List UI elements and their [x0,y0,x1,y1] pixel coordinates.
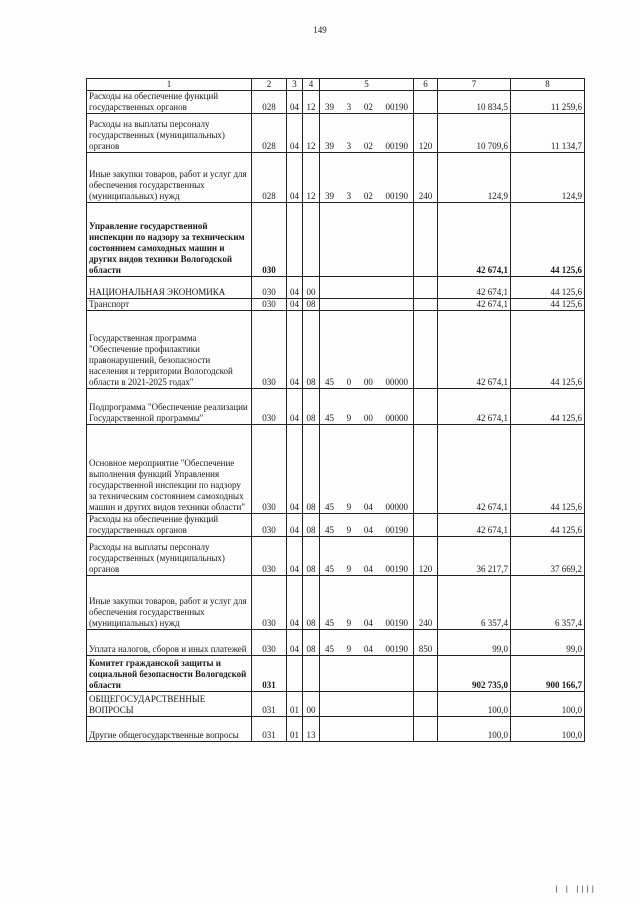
target-article-part: 0 [346,377,352,387]
amount-year2-cell: 124,9 [511,153,585,203]
row-name-cell: Расходы на выплаты персоналу государственных (муниципальных) органов [87,114,252,153]
ministry-code-cell: 030 [252,203,287,277]
section-code-cell: 04 [287,114,303,153]
target-article-part: 02 [363,141,373,151]
target-article-part: 00 [363,413,373,423]
amount-year1-cell: 6 357,4 [438,576,511,630]
row-name-cell: Расходы на обеспечение функций государственных органов [87,91,252,114]
amount-year2-cell: 44 125,6 [511,425,585,514]
amount-year1-cell: 36 217,7 [438,537,511,576]
section-code-cell: 04 [287,630,303,656]
expense-type-cell [414,656,438,692]
table-row [87,656,585,692]
section-code-cell: 04 [287,537,303,576]
section-code-cell: 01 [287,717,303,742]
table-header-row [87,79,585,91]
ministry-code-cell: 031 [252,656,287,692]
ministry-code-cell: 030 [252,299,287,311]
expense-type-cell [414,425,438,514]
target-article-part: 00190 [385,618,408,628]
row-name-cell: Управление государственной инспекции по надзору за техническим состоянием самоходных машин и других видов техники Вологодской области [87,203,252,277]
section-code-cell: 04 [287,425,303,514]
amount-year2-cell: 37 669,2 [511,537,585,576]
column-header: 7 [438,79,511,91]
target-article-cell [320,277,414,299]
expense-type-cell [414,299,438,311]
subsection-code-cell: 08 [303,630,320,656]
target-article-part: 9 [346,413,352,423]
subsection-code-cell: 08 [303,299,320,311]
target-article-part: 45 [325,564,334,574]
section-code-cell: 04 [287,91,303,114]
section-code-cell [287,203,303,277]
target-article-cell [320,311,414,389]
ministry-code-cell: 030 [252,576,287,630]
target-article-part: 00 [363,377,373,387]
amount-year1-cell: 42 674,1 [438,277,511,299]
subsection-code-cell [303,203,320,277]
target-article-part: 45 [325,502,334,512]
target-article-parts [322,564,411,575]
amount-year1-cell: 10 709,6 [438,114,511,153]
subsection-code-cell: 13 [303,717,320,742]
subsection-code-cell: 12 [303,153,320,203]
ministry-code-cell: 031 [252,692,287,717]
target-article-parts [322,102,411,113]
row-name-cell: Комитет гражданской защиты и социальной безопасности Вологодской области [87,656,252,692]
target-article-part: 00190 [385,564,408,574]
target-article-cell [320,537,414,576]
row-name-cell: Иные закупки товаров, работ и услуг для обеспечения государственных (муниципальных) нужд [87,153,252,203]
target-article-parts [322,377,411,388]
expense-type-cell: 120 [414,537,438,576]
target-article-part: 9 [346,564,352,574]
expense-type-cell: 120 [414,114,438,153]
amount-year2-cell: 11 134,7 [511,114,585,153]
target-article-part: 9 [346,618,352,628]
expense-type-cell [414,277,438,299]
target-article-part: 3 [346,191,352,201]
target-article-part: 39 [325,191,334,201]
amount-year2-cell: 44 125,6 [511,514,585,537]
target-article-part: 04 [363,644,373,654]
target-article-cell [320,114,414,153]
subsection-code-cell: 08 [303,537,320,576]
column-header: 1 [87,79,252,91]
target-article-part: 04 [363,502,373,512]
page-number: 149 [313,25,327,35]
amount-year2-cell: 44 125,6 [511,389,585,425]
amount-year1-cell: 10 834,5 [438,91,511,114]
amount-year1-cell: 42 674,1 [438,514,511,537]
target-article-part: 02 [363,191,373,201]
amount-year2-cell: 100,0 [511,717,585,742]
target-article-part: 00000 [385,413,408,423]
subsection-code-cell: 00 [303,692,320,717]
row-name-cell: Основное мероприятие "Обеспечение выполнения функций Управления государственной инспекции по надзору за техническим состоянием самоходных машин и других видов техники области" [87,425,252,514]
subsection-code-cell: 08 [303,425,320,514]
table-row [87,717,585,742]
table-row [87,692,585,717]
target-article-cell [320,717,414,742]
target-article-part: 04 [363,564,373,574]
section-code-cell: 04 [287,576,303,630]
subsection-code-cell [303,656,320,692]
target-article-cell [320,91,414,114]
target-article-cell [320,425,414,514]
column-header: 6 [414,79,438,91]
expense-type-cell [414,717,438,742]
ministry-code-cell: 030 [252,277,287,299]
target-article-parts [322,141,411,152]
column-header: 8 [511,79,585,91]
amount-year2-cell: 44 125,6 [511,299,585,311]
column-header: 4 [303,79,320,91]
row-name-cell: ОБЩЕГОСУДАРСТВЕННЫЕ ВОПРОСЫ [87,692,252,717]
amount-year2-cell: 44 125,6 [511,311,585,389]
target-article-cell [320,656,414,692]
amount-year2-cell: 11 259,6 [511,91,585,114]
expense-type-cell [414,91,438,114]
row-name-cell: Иные закупки товаров, работ и услуг для обеспечения государственных (муниципальных) нужд [87,576,252,630]
target-article-part: 00000 [385,502,408,512]
row-name-cell: Уплата налогов, сборов и иных платежей [87,630,252,656]
ministry-code-cell: 030 [252,389,287,425]
target-article-part: 00190 [385,525,408,535]
scan-barcode-mark: | | |||| [554,885,596,893]
section-code-cell: 04 [287,389,303,425]
subsection-code-cell: 12 [303,91,320,114]
target-article-cell [320,576,414,630]
target-article-cell [320,692,414,717]
expense-type-cell [414,311,438,389]
ministry-code-cell: 030 [252,311,287,389]
target-article-part: 45 [325,413,334,423]
target-article-part: 00000 [385,377,408,387]
target-article-part: 3 [346,141,352,151]
target-article-parts [322,502,411,513]
section-code-cell: 04 [287,311,303,389]
target-article-part: 02 [363,102,373,112]
expense-type-cell: 850 [414,630,438,656]
target-article-parts [322,644,411,655]
section-code-cell [287,656,303,692]
row-name-cell: Расходы на обеспечение функций государственных органов [87,514,252,537]
table-row [87,153,585,203]
amount-year1-cell: 902 735,0 [438,656,511,692]
expense-type-cell [414,203,438,277]
target-article-cell [320,389,414,425]
subsection-code-cell: 08 [303,389,320,425]
amount-year1-cell: 100,0 [438,717,511,742]
target-article-parts [322,413,411,424]
target-article-part: 9 [346,644,352,654]
section-code-cell: 01 [287,692,303,717]
target-article-part: 00190 [385,644,408,654]
amount-year2-cell: 6 357,4 [511,576,585,630]
amount-year2-cell: 99,0 [511,630,585,656]
subsection-code-cell: 00 [303,277,320,299]
target-article-part: 3 [346,102,352,112]
table-row [87,630,585,656]
target-article-part: 45 [325,644,334,654]
table-row [87,425,585,514]
row-name-cell: Государственная программа "Обеспечение профилактики правонарушений, безопасности населения и территории Вологодской области в 2021-2025 годах" [87,311,252,389]
ministry-code-cell: 030 [252,537,287,576]
target-article-part: 00190 [385,141,408,151]
target-article-cell [320,514,414,537]
amount-year1-cell: 100,0 [438,692,511,717]
target-article-cell [320,153,414,203]
amount-year1-cell: 42 674,1 [438,203,511,277]
table-row [87,576,585,630]
target-article-part: 39 [325,102,334,112]
row-name-cell: Другие общегосударственные вопросы [87,717,252,742]
section-code-cell: 04 [287,277,303,299]
table-row [87,91,585,114]
expense-type-cell: 240 [414,153,438,203]
table-row [87,114,585,153]
row-name-cell: Транспорт [87,299,252,311]
target-article-part: 9 [346,525,352,535]
ministry-code-cell: 030 [252,425,287,514]
subsection-code-cell: 08 [303,514,320,537]
target-article-part: 45 [325,377,334,387]
amount-year1-cell: 42 674,1 [438,389,511,425]
budget-table [86,78,585,742]
target-article-part: 00190 [385,102,408,112]
subsection-code-cell: 12 [303,114,320,153]
section-code-cell: 04 [287,299,303,311]
expense-type-cell [414,514,438,537]
row-name-cell: Расходы на выплаты персоналу государственных (муниципальных) органов [87,537,252,576]
amount-year2-cell: 100,0 [511,692,585,717]
expense-type-cell: 240 [414,576,438,630]
table-row [87,299,585,311]
target-article-part: 00190 [385,191,408,201]
amount-year1-cell: 124,9 [438,153,511,203]
table-row [87,203,585,277]
table-row [87,277,585,299]
section-code-cell: 04 [287,514,303,537]
amount-year2-cell: 900 166,7 [511,656,585,692]
target-article-parts [322,525,411,536]
table-row [87,311,585,389]
table-row [87,514,585,537]
target-article-part: 9 [346,502,352,512]
column-header: 3 [287,79,303,91]
ministry-code-cell: 028 [252,114,287,153]
table-row [87,537,585,576]
row-name-cell: НАЦИОНАЛЬНАЯ ЭКОНОМИКА [87,277,252,299]
section-code-cell: 04 [287,153,303,203]
subsection-code-cell: 08 [303,311,320,389]
expense-type-cell [414,389,438,425]
target-article-cell [320,630,414,656]
amount-year1-cell: 42 674,1 [438,425,511,514]
amount-year1-cell: 42 674,1 [438,299,511,311]
amount-year2-cell: 44 125,6 [511,277,585,299]
target-article-parts [322,191,411,202]
target-article-part: 04 [363,618,373,628]
target-article-cell [320,203,414,277]
expense-type-cell [414,692,438,717]
column-header: 5 [320,79,414,91]
subsection-code-cell: 08 [303,576,320,630]
column-header: 2 [252,79,287,91]
target-article-part: 45 [325,525,334,535]
row-name-cell: Подпрограмма "Обеспечение реализации Государственной программы" [87,389,252,425]
ministry-code-cell: 028 [252,153,287,203]
amount-year2-cell: 44 125,6 [511,203,585,277]
target-article-part: 45 [325,618,334,628]
target-article-cell [320,299,414,311]
amount-year1-cell: 42 674,1 [438,311,511,389]
target-article-parts [322,618,411,629]
target-article-part: 04 [363,525,373,535]
ministry-code-cell: 031 [252,717,287,742]
ministry-code-cell: 028 [252,91,287,114]
amount-year1-cell: 99,0 [438,630,511,656]
target-article-part: 39 [325,141,334,151]
ministry-code-cell: 030 [252,514,287,537]
ministry-code-cell: 030 [252,630,287,656]
table-row [87,389,585,425]
